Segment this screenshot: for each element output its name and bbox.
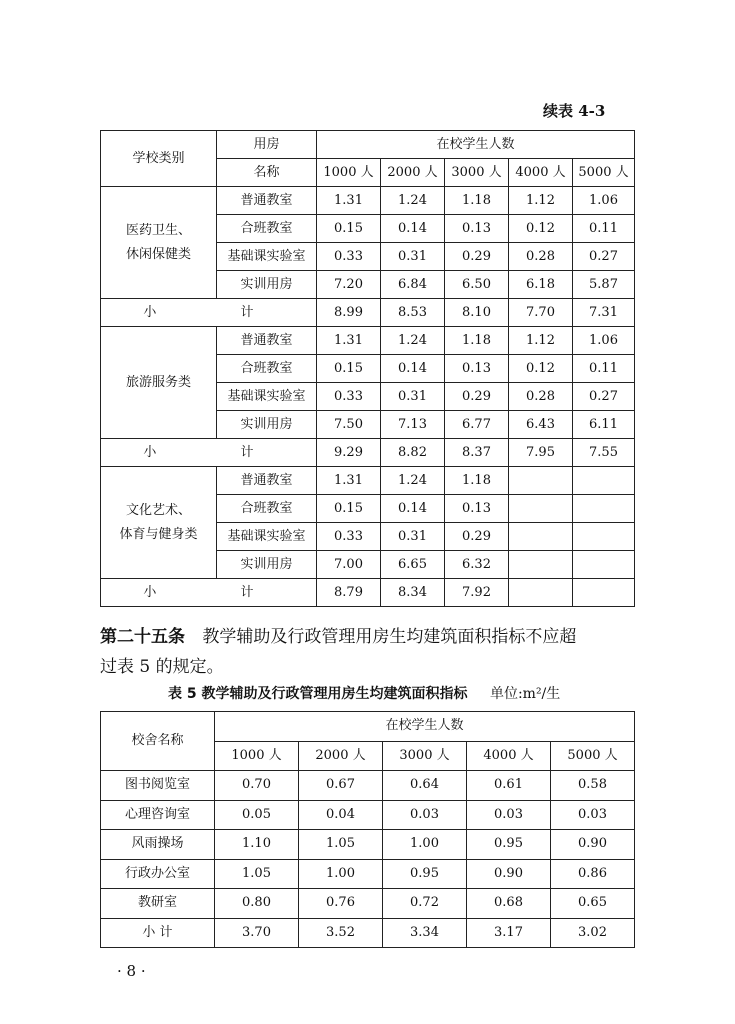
continued-table-4-3 <box>100 130 635 607</box>
value-cell: 6.50 <box>445 271 509 299</box>
subtotal-label: 小 计 <box>101 579 317 607</box>
value-cell: 1.18 <box>445 467 509 495</box>
subtotal-value-cell: 8.99 <box>317 299 381 327</box>
subtotal-value-cell: 7.95 <box>509 439 573 467</box>
value-cell: 0.29 <box>445 243 509 271</box>
clause-paragraph <box>100 622 640 682</box>
size-header: 5000 人 <box>551 741 635 771</box>
room-name-cell: 普通教室 <box>217 467 317 495</box>
value-cell: 0.14 <box>381 355 445 383</box>
value-cell: 7.50 <box>317 411 381 439</box>
value-cell: 0.03 <box>551 800 635 830</box>
subtotal-value-cell: 8.53 <box>381 299 445 327</box>
table-row <box>101 800 635 830</box>
value-cell: 0.72 <box>383 889 467 919</box>
table-row <box>101 889 635 919</box>
table-5 <box>100 711 635 948</box>
value-cell: 1.18 <box>445 327 509 355</box>
value-cell: 0.80 <box>215 889 299 919</box>
value-cell: 1.12 <box>509 327 573 355</box>
room-header-bottom: 名称 <box>217 159 317 187</box>
size-header: 5000 人 <box>573 159 635 187</box>
subtotal-value-cell <box>509 579 573 607</box>
value-cell: 1.24 <box>381 187 445 215</box>
room-name-cell: 实训用房 <box>217 271 317 299</box>
value-cell <box>573 523 635 551</box>
value-cell: 0.58 <box>551 771 635 801</box>
value-cell: 0.67 <box>299 771 383 801</box>
value-cell: 0.68 <box>467 889 551 919</box>
building-name-cell: 图书阅览室 <box>101 771 215 801</box>
table-row <box>101 467 635 495</box>
school-type-header: 学校类别 <box>101 131 217 187</box>
value-cell <box>509 551 573 579</box>
size-header: 3000 人 <box>445 159 509 187</box>
subtotal-row <box>101 579 635 607</box>
value-cell: 1.00 <box>299 859 383 889</box>
value-cell: 0.33 <box>317 243 381 271</box>
clause-text-line2: 过表 5 的规定。 <box>100 657 224 677</box>
value-cell: 1.05 <box>215 859 299 889</box>
room-name-cell: 基础课实验室 <box>217 523 317 551</box>
building-name-cell: 行政办公室 <box>101 859 215 889</box>
school-category-line: 休闲保健类 <box>125 246 191 262</box>
value-cell: 7.00 <box>317 551 381 579</box>
value-cell: 0.64 <box>383 771 467 801</box>
value-cell: 5.87 <box>573 271 635 299</box>
value-cell: 0.04 <box>299 800 383 830</box>
value-cell: 1.06 <box>573 327 635 355</box>
value-cell <box>573 551 635 579</box>
room-name-cell: 普通教室 <box>217 327 317 355</box>
school-category-line: 文化艺术、 <box>125 503 191 519</box>
value-cell <box>509 467 573 495</box>
size-header: 1000 人 <box>317 159 381 187</box>
value-cell: 0.03 <box>383 800 467 830</box>
table-row <box>101 327 635 355</box>
value-cell: 0.05 <box>215 800 299 830</box>
value-cell: 0.95 <box>383 859 467 889</box>
value-cell: 1.10 <box>215 830 299 860</box>
value-cell <box>573 495 635 523</box>
subtotal-label: 小 计 <box>101 439 317 467</box>
value-cell: 1.06 <box>573 187 635 215</box>
students-header: 在校学生人数 <box>317 131 635 159</box>
building-name-cell: 教研室 <box>101 889 215 919</box>
value-cell: 0.03 <box>467 800 551 830</box>
value-cell: 0.31 <box>381 383 445 411</box>
size-header: 4000 人 <box>509 159 573 187</box>
value-cell: 3.70 <box>215 918 299 948</box>
value-cell: 1.00 <box>383 830 467 860</box>
value-cell: 1.31 <box>317 467 381 495</box>
value-cell: 0.90 <box>467 859 551 889</box>
table-row <box>101 830 635 860</box>
subtotal-row <box>101 439 635 467</box>
value-cell: 7.20 <box>317 271 381 299</box>
value-cell: 1.31 <box>317 327 381 355</box>
value-cell: 0.28 <box>509 383 573 411</box>
subtotal-value-cell: 8.82 <box>381 439 445 467</box>
subtotal-value-cell: 8.10 <box>445 299 509 327</box>
continued-table-label: 续表 4-3 <box>543 102 606 120</box>
room-name-cell: 基础课实验室 <box>217 383 317 411</box>
value-cell: 0.29 <box>445 523 509 551</box>
value-cell: 0.29 <box>445 383 509 411</box>
value-cell: 0.33 <box>317 383 381 411</box>
table5-unit: 单位:m²/生 <box>489 686 561 702</box>
value-cell: 0.27 <box>573 383 635 411</box>
subtotal-value-cell: 9.29 <box>317 439 381 467</box>
value-cell: 0.15 <box>317 355 381 383</box>
value-cell: 0.14 <box>381 215 445 243</box>
school-category-line: 旅游服务类 <box>125 374 191 390</box>
subtotal-label: 小 计 <box>101 299 317 327</box>
size-header: 2000 人 <box>381 159 445 187</box>
value-cell: 0.31 <box>381 243 445 271</box>
value-cell: 1.31 <box>317 187 381 215</box>
value-cell: 0.61 <box>467 771 551 801</box>
value-cell: 1.24 <box>381 467 445 495</box>
size-header: 4000 人 <box>467 741 551 771</box>
subtotal-value-cell: 8.37 <box>445 439 509 467</box>
value-cell: 6.84 <box>381 271 445 299</box>
value-cell: 0.86 <box>551 859 635 889</box>
room-name-cell: 基础课实验室 <box>217 243 317 271</box>
subtotal-value-cell: 7.92 <box>445 579 509 607</box>
value-cell: 7.13 <box>381 411 445 439</box>
value-cell: 0.11 <box>573 215 635 243</box>
value-cell <box>509 523 573 551</box>
value-cell: 0.65 <box>551 889 635 919</box>
page-number: · 8 · <box>117 962 146 980</box>
building-name-cell: 心理咨询室 <box>101 800 215 830</box>
value-cell: 6.77 <box>445 411 509 439</box>
value-cell: 0.28 <box>509 243 573 271</box>
clause-text-line1: 教学辅助及行政管理用房生均建筑面积指标不应超 <box>202 627 577 647</box>
value-cell: 0.13 <box>445 495 509 523</box>
room-name-cell: 实训用房 <box>217 411 317 439</box>
room-name-cell: 合班教室 <box>217 495 317 523</box>
value-cell: 0.76 <box>299 889 383 919</box>
value-cell: 6.11 <box>573 411 635 439</box>
subtotal-value-cell: 8.34 <box>381 579 445 607</box>
value-cell: 6.65 <box>381 551 445 579</box>
value-cell: 0.27 <box>573 243 635 271</box>
clause-number: 第二十五条 <box>100 627 185 647</box>
value-cell: 0.95 <box>467 830 551 860</box>
value-cell: 6.32 <box>445 551 509 579</box>
table-row <box>101 859 635 889</box>
value-cell: 0.14 <box>381 495 445 523</box>
value-cell: 1.24 <box>381 327 445 355</box>
size-header: 1000 人 <box>215 741 299 771</box>
room-name-cell: 合班教室 <box>217 215 317 243</box>
value-cell: 0.31 <box>381 523 445 551</box>
value-cell: 1.12 <box>509 187 573 215</box>
value-cell: 6.43 <box>509 411 573 439</box>
room-name-cell: 实训用房 <box>217 551 317 579</box>
value-cell: 0.13 <box>445 215 509 243</box>
table-row <box>101 918 635 948</box>
value-cell: 0.11 <box>573 355 635 383</box>
room-name-cell: 普通教室 <box>217 187 317 215</box>
table5-caption: 表 5 教学辅助及行政管理用房生均建筑面积指标 <box>168 686 468 702</box>
value-cell: 1.05 <box>299 830 383 860</box>
value-cell: 0.33 <box>317 523 381 551</box>
room-header-top: 用房 <box>217 131 317 159</box>
value-cell <box>573 467 635 495</box>
subtotal-value-cell: 8.79 <box>317 579 381 607</box>
value-cell: 0.13 <box>445 355 509 383</box>
school-category-line: 医药卫生、 <box>125 223 191 239</box>
value-cell: 0.12 <box>509 355 573 383</box>
value-cell: 3.17 <box>467 918 551 948</box>
value-cell: 3.52 <box>299 918 383 948</box>
school-category-line: 体育与健身类 <box>119 526 198 542</box>
subtotal-value-cell: 7.31 <box>573 299 635 327</box>
subtotal-row <box>101 299 635 327</box>
school-category-cell <box>101 327 217 439</box>
building-name-cell: 风雨操场 <box>101 830 215 860</box>
subtotal-value-cell: 7.70 <box>509 299 573 327</box>
value-cell: 0.12 <box>509 215 573 243</box>
building-name-cell: 小 计 <box>101 918 215 948</box>
table5-caption-row <box>168 683 560 703</box>
building-name-header: 校舍名称 <box>101 712 215 771</box>
value-cell: 0.15 <box>317 495 381 523</box>
size-header: 2000 人 <box>299 741 383 771</box>
value-cell: 1.18 <box>445 187 509 215</box>
subtotal-value-cell <box>573 579 635 607</box>
students-header: 在校学生人数 <box>215 712 635 742</box>
value-cell: 0.15 <box>317 215 381 243</box>
table-row <box>101 771 635 801</box>
room-name-cell: 合班教室 <box>217 355 317 383</box>
school-category-cell <box>101 467 217 579</box>
value-cell: 3.34 <box>383 918 467 948</box>
table-row <box>101 187 635 215</box>
value-cell: 0.70 <box>215 771 299 801</box>
value-cell <box>509 495 573 523</box>
school-category-cell <box>101 187 217 299</box>
value-cell: 6.18 <box>509 271 573 299</box>
size-header: 3000 人 <box>383 741 467 771</box>
value-cell: 0.90 <box>551 830 635 860</box>
subtotal-value-cell: 7.55 <box>573 439 635 467</box>
value-cell: 3.02 <box>551 918 635 948</box>
